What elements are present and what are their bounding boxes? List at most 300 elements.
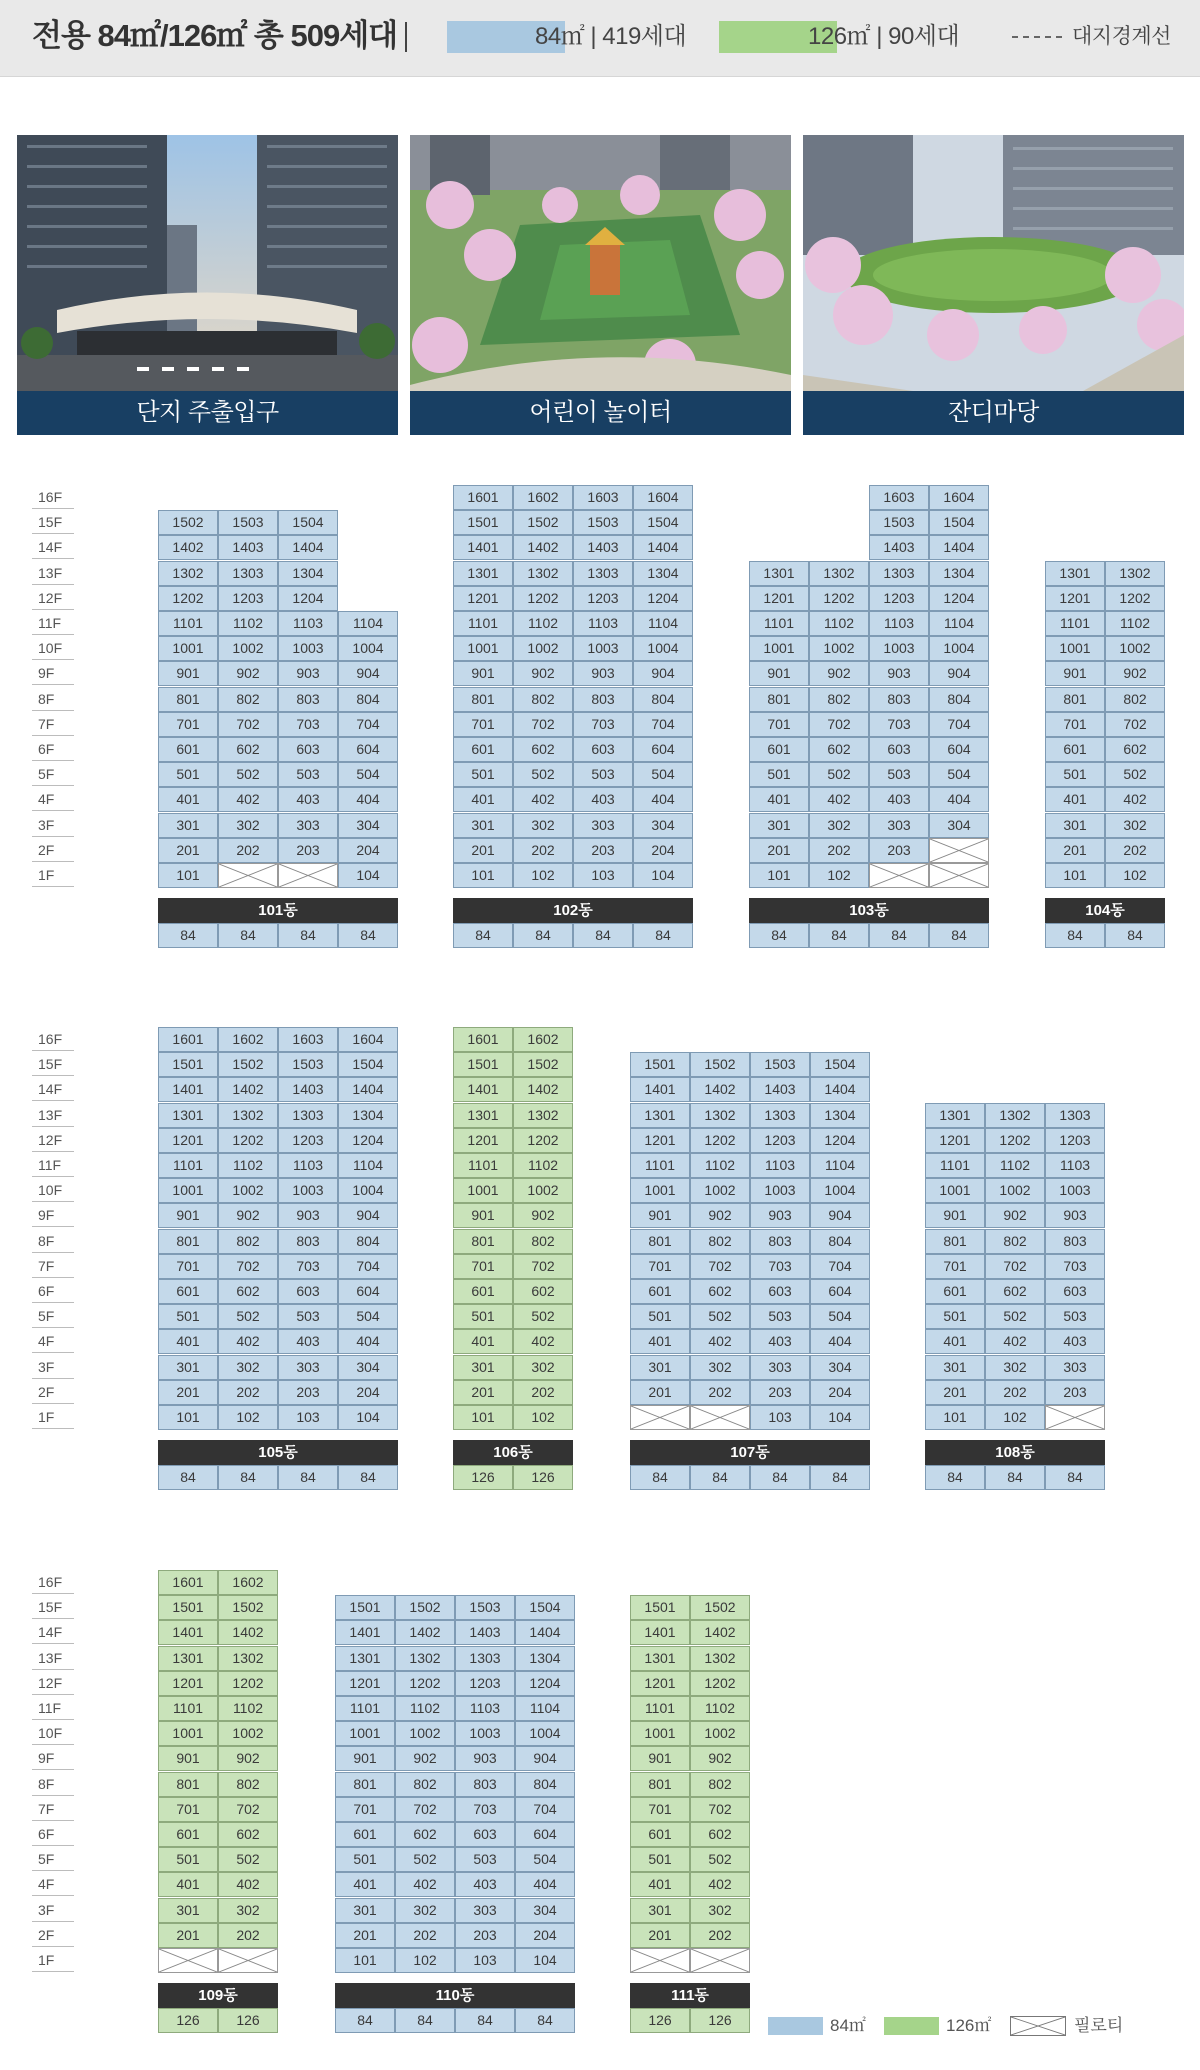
unit-cell[interactable]: 1102 [690,1696,750,1721]
unit-cell[interactable]: 604 [810,1279,870,1304]
unit-cell[interactable]: 201 [158,838,218,863]
unit-cell[interactable]: 1202 [218,1671,278,1696]
unit-cell[interactable]: 202 [395,1923,455,1948]
unit-cell[interactable]: 303 [869,813,929,838]
unit-cell[interactable]: 804 [338,1229,398,1254]
building-name-label[interactable]: 110동 [335,1983,575,2008]
unit-cell[interactable]: 803 [278,687,338,712]
unit-cell[interactable]: 1001 [453,1178,513,1203]
unit-cell[interactable]: 404 [515,1872,575,1897]
unit-cell[interactable]: 901 [630,1746,690,1771]
unit-cell[interactable]: 402 [395,1872,455,1897]
unit-cell[interactable]: 1504 [338,1052,398,1077]
unit-cell[interactable]: 1001 [335,1721,395,1746]
unit-cell[interactable]: 1304 [515,1646,575,1671]
unit-cell[interactable]: 704 [633,712,693,737]
unit-cell[interactable]: 1501 [158,1052,218,1077]
unit-cell[interactable]: 401 [158,1872,218,1897]
unit-cell[interactable]: 602 [513,737,573,762]
unit-cell[interactable]: 1401 [630,1077,690,1102]
unit-cell[interactable]: 501 [158,1847,218,1872]
unit-cell[interactable]: 1003 [869,636,929,661]
unit-cell[interactable]: 1302 [513,1103,573,1128]
unit-cell[interactable]: 502 [513,762,573,787]
unit-cell[interactable]: 304 [338,1355,398,1380]
unit-cell[interactable]: 1303 [278,1103,338,1128]
unit-cell[interactable]: 1001 [749,636,809,661]
unit-cell[interactable]: 202 [218,838,278,863]
unit-cell[interactable]: 1102 [690,1153,750,1178]
unit-cell[interactable]: 1501 [335,1595,395,1620]
unit-cell[interactable]: 1104 [515,1696,575,1721]
unit-cell[interactable]: 902 [985,1203,1045,1228]
unit-cell[interactable]: 501 [158,762,218,787]
unit-cell[interactable]: 203 [455,1923,515,1948]
unit-cell[interactable]: 902 [513,1203,573,1228]
unit-cell[interactable]: 204 [633,838,693,863]
unit-cell[interactable]: 1201 [749,586,809,611]
unit-cell[interactable]: 1103 [750,1153,810,1178]
unit-cell[interactable]: 302 [395,1898,455,1923]
unit-cell[interactable]: 403 [573,787,633,812]
unit-cell[interactable]: 203 [869,838,929,863]
unit-cell[interactable]: 802 [1105,687,1165,712]
unit-cell[interactable]: 1504 [929,510,989,535]
unit-cell[interactable]: 101 [158,863,218,888]
unit-cell[interactable]: 101 [453,1405,513,1430]
unit-cell[interactable]: 301 [453,1355,513,1380]
unit-cell[interactable]: 401 [749,787,809,812]
unit-cell[interactable]: 801 [749,687,809,712]
unit-cell[interactable]: 1301 [158,1646,218,1671]
unit-cell[interactable]: 601 [453,737,513,762]
unit-cell[interactable]: 1004 [515,1721,575,1746]
unit-cell[interactable]: 603 [750,1279,810,1304]
unit-cell[interactable]: 202 [1105,838,1165,863]
unit-cell[interactable]: 701 [749,712,809,737]
unit-cell[interactable]: 302 [218,1355,278,1380]
unit-cell[interactable]: 401 [158,1329,218,1354]
unit-cell[interactable]: 303 [278,813,338,838]
unit-cell[interactable]: 1102 [218,1696,278,1721]
unit-cell[interactable]: 1401 [453,535,513,560]
unit-cell[interactable]: 1004 [929,636,989,661]
unit-cell[interactable]: 1202 [513,586,573,611]
unit-cell[interactable]: 1204 [929,586,989,611]
unit-cell[interactable]: 301 [453,813,513,838]
unit-cell[interactable]: 602 [395,1822,455,1847]
unit-cell[interactable]: 804 [810,1229,870,1254]
unit-cell[interactable]: 1204 [633,586,693,611]
unit-cell[interactable]: 301 [158,1355,218,1380]
unit-cell[interactable]: 1101 [1045,611,1105,636]
unit-cell[interactable]: 803 [278,1229,338,1254]
unit-cell[interactable]: 801 [158,1229,218,1254]
unit-cell[interactable]: 703 [573,712,633,737]
unit-cell[interactable]: 101 [925,1405,985,1430]
unit-cell[interactable]: 1202 [985,1128,1045,1153]
building-name-label[interactable]: 111동 [630,1983,750,2008]
unit-cell[interactable]: 703 [1045,1254,1105,1279]
unit-cell[interactable]: 1303 [1045,1103,1105,1128]
unit-cell[interactable]: 604 [338,1279,398,1304]
unit-cell[interactable]: 701 [630,1797,690,1822]
unit-cell[interactable]: 501 [749,762,809,787]
unit-cell[interactable]: 102 [513,1405,573,1430]
unit-cell[interactable]: 1203 [1045,1128,1105,1153]
unit-cell[interactable]: 1204 [515,1671,575,1696]
unit-cell[interactable]: 403 [750,1329,810,1354]
unit-cell[interactable]: 1103 [1045,1153,1105,1178]
unit-cell[interactable]: 103 [455,1948,515,1973]
unit-cell[interactable]: 1404 [633,535,693,560]
unit-cell[interactable]: 201 [453,1380,513,1405]
unit-cell[interactable]: 702 [690,1254,750,1279]
unit-cell[interactable]: 1201 [335,1671,395,1696]
unit-cell[interactable]: 1004 [633,636,693,661]
unit-cell[interactable]: 1502 [690,1052,750,1077]
unit-cell[interactable]: 1201 [158,1128,218,1153]
photo-playground[interactable] [410,135,791,435]
unit-cell[interactable]: 502 [395,1847,455,1872]
unit-cell[interactable]: 104 [810,1405,870,1430]
unit-cell[interactable]: 1601 [158,1027,218,1052]
unit-cell[interactable]: 802 [218,1772,278,1797]
unit-cell[interactable]: 803 [750,1229,810,1254]
unit-cell[interactable]: 903 [455,1746,515,1771]
unit-cell[interactable]: 901 [453,1203,513,1228]
unit-cell[interactable]: 1402 [690,1077,750,1102]
unit-cell[interactable]: 601 [335,1822,395,1847]
unit-cell[interactable]: 1002 [218,1178,278,1203]
unit-cell[interactable]: 1101 [630,1696,690,1721]
unit-cell[interactable]: 1602 [513,485,573,510]
unit-cell[interactable]: 704 [810,1254,870,1279]
unit-cell[interactable]: 503 [278,762,338,787]
unit-cell[interactable]: 902 [690,1746,750,1771]
unit-cell[interactable]: 1404 [929,535,989,560]
unit-cell[interactable]: 404 [810,1329,870,1354]
unit-cell[interactable]: 1303 [750,1103,810,1128]
unit-cell[interactable]: 1101 [453,611,513,636]
unit-cell[interactable]: 902 [218,1203,278,1228]
unit-cell[interactable]: 602 [690,1822,750,1847]
unit-cell[interactable]: 202 [218,1923,278,1948]
unit-cell[interactable]: 404 [929,787,989,812]
unit-cell[interactable]: 1002 [513,636,573,661]
unit-cell[interactable]: 304 [633,813,693,838]
unit-cell[interactable]: 1302 [218,1646,278,1671]
photo-main-entrance[interactable] [17,135,398,435]
unit-cell[interactable]: 604 [929,737,989,762]
unit-cell[interactable]: 503 [573,762,633,787]
unit-cell[interactable]: 1001 [925,1178,985,1203]
unit-cell[interactable]: 1202 [158,586,218,611]
unit-cell[interactable]: 501 [1045,762,1105,787]
unit-cell[interactable]: 604 [633,737,693,762]
unit-cell[interactable]: 1203 [869,586,929,611]
unit-cell[interactable]: 1502 [395,1595,455,1620]
unit-cell[interactable]: 503 [869,762,929,787]
unit-cell[interactable]: 1601 [158,1570,218,1595]
unit-cell[interactable]: 703 [455,1797,515,1822]
unit-cell[interactable]: 1201 [1045,586,1105,611]
unit-cell[interactable]: 1504 [633,510,693,535]
unit-cell[interactable]: 302 [218,1898,278,1923]
unit-cell[interactable]: 1101 [158,1696,218,1721]
unit-cell[interactable]: 1202 [690,1128,750,1153]
unit-cell[interactable]: 1403 [750,1077,810,1102]
unit-cell[interactable]: 1003 [1045,1178,1105,1203]
unit-cell[interactable]: 702 [218,1254,278,1279]
unit-cell[interactable]: 601 [1045,737,1105,762]
unit-cell[interactable]: 302 [513,813,573,838]
unit-cell[interactable]: 1502 [158,510,218,535]
building-name-label[interactable]: 108동 [925,1440,1105,1465]
building-name-label[interactable]: 109동 [158,1983,278,2008]
unit-cell[interactable]: 901 [158,1203,218,1228]
unit-cell[interactable]: 204 [338,838,398,863]
unit-cell[interactable]: 301 [335,1898,395,1923]
unit-cell[interactable]: 201 [158,1923,218,1948]
unit-cell[interactable]: 402 [809,787,869,812]
unit-cell[interactable]: 101 [158,1405,218,1430]
unit-cell[interactable]: 1503 [278,1052,338,1077]
unit-cell[interactable]: 1604 [633,485,693,510]
unit-cell[interactable]: 603 [278,1279,338,1304]
unit-cell[interactable]: 501 [453,1304,513,1329]
unit-cell[interactable]: 1501 [630,1595,690,1620]
unit-cell[interactable]: 503 [750,1304,810,1329]
unit-cell[interactable]: 202 [513,1380,573,1405]
unit-cell[interactable]: 301 [1045,813,1105,838]
unit-cell[interactable]: 502 [218,1304,278,1329]
unit-cell[interactable]: 703 [869,712,929,737]
unit-cell[interactable]: 402 [218,787,278,812]
unit-cell[interactable]: 102 [1105,863,1165,888]
unit-cell[interactable]: 601 [158,1822,218,1847]
unit-cell[interactable]: 801 [630,1772,690,1797]
unit-cell[interactable]: 1501 [158,1595,218,1620]
unit-cell[interactable]: 401 [453,1329,513,1354]
unit-cell[interactable]: 201 [453,838,513,863]
unit-cell[interactable]: 1603 [869,485,929,510]
unit-cell[interactable]: 902 [513,661,573,686]
unit-cell[interactable]: 1002 [809,636,869,661]
unit-cell[interactable]: 303 [750,1355,810,1380]
unit-cell[interactable]: 704 [338,1254,398,1279]
unit-cell[interactable]: 801 [158,1772,218,1797]
unit-cell[interactable]: 1302 [218,1103,278,1128]
unit-cell[interactable]: 1101 [335,1696,395,1721]
unit-cell[interactable]: 701 [925,1254,985,1279]
unit-cell[interactable]: 804 [633,687,693,712]
unit-cell[interactable]: 1302 [690,1646,750,1671]
unit-cell[interactable]: 103 [573,863,633,888]
unit-cell[interactable]: 801 [1045,687,1105,712]
unit-cell[interactable]: 1202 [513,1128,573,1153]
unit-cell[interactable]: 1302 [690,1103,750,1128]
unit-cell[interactable]: 1101 [453,1153,513,1178]
unit-cell[interactable]: 1201 [453,1128,513,1153]
unit-cell[interactable]: 1103 [869,611,929,636]
building-name-label[interactable]: 103동 [749,898,989,923]
unit-cell[interactable]: 1204 [810,1128,870,1153]
unit-cell[interactable]: 601 [925,1279,985,1304]
unit-cell[interactable]: 1602 [218,1027,278,1052]
unit-cell[interactable]: 601 [749,737,809,762]
unit-cell[interactable]: 1101 [925,1153,985,1178]
unit-cell[interactable]: 304 [929,813,989,838]
unit-cell[interactable]: 101 [749,863,809,888]
unit-cell[interactable]: 1203 [218,586,278,611]
unit-cell[interactable]: 701 [630,1254,690,1279]
unit-cell[interactable]: 1303 [218,561,278,586]
unit-cell[interactable]: 1501 [453,510,513,535]
unit-cell[interactable]: 404 [633,787,693,812]
unit-cell[interactable]: 1404 [278,535,338,560]
unit-cell[interactable]: 201 [1045,838,1105,863]
unit-cell[interactable]: 703 [278,1254,338,1279]
unit-cell[interactable]: 403 [278,787,338,812]
unit-cell[interactable]: 1201 [630,1671,690,1696]
unit-cell[interactable]: 1401 [158,1077,218,1102]
unit-cell[interactable]: 901 [749,661,809,686]
unit-cell[interactable]: 1301 [335,1646,395,1671]
unit-cell[interactable]: 903 [750,1203,810,1228]
unit-cell[interactable]: 802 [985,1229,1045,1254]
unit-cell[interactable]: 1002 [690,1721,750,1746]
unit-cell[interactable]: 401 [925,1329,985,1354]
unit-cell[interactable]: 402 [985,1329,1045,1354]
unit-cell[interactable]: 804 [338,687,398,712]
unit-cell[interactable]: 1403 [455,1620,515,1645]
unit-cell[interactable]: 203 [278,1380,338,1405]
unit-cell[interactable]: 101 [335,1948,395,1973]
unit-cell[interactable]: 303 [573,813,633,838]
unit-cell[interactable]: 1104 [338,611,398,636]
unit-cell[interactable]: 1304 [929,561,989,586]
unit-cell[interactable]: 803 [573,687,633,712]
unit-cell[interactable]: 802 [809,687,869,712]
unit-cell[interactable]: 701 [158,1797,218,1822]
unit-cell[interactable]: 702 [218,712,278,737]
building-name-label[interactable]: 106동 [453,1440,573,1465]
unit-cell[interactable]: 1301 [630,1646,690,1671]
unit-cell[interactable]: 602 [218,1822,278,1847]
unit-cell[interactable]: 504 [633,762,693,787]
unit-cell[interactable]: 702 [218,1797,278,1822]
unit-cell[interactable]: 904 [338,1203,398,1228]
unit-cell[interactable]: 802 [690,1229,750,1254]
unit-cell[interactable]: 1001 [1045,636,1105,661]
unit-cell[interactable]: 802 [513,1229,573,1254]
unit-cell[interactable]: 904 [338,661,398,686]
unit-cell[interactable]: 702 [395,1797,455,1822]
unit-cell[interactable]: 1603 [573,485,633,510]
unit-cell[interactable]: 1304 [338,1103,398,1128]
unit-cell[interactable]: 1001 [630,1721,690,1746]
unit-cell[interactable]: 404 [338,787,398,812]
unit-cell[interactable]: 802 [218,1229,278,1254]
unit-cell[interactable]: 1001 [158,636,218,661]
unit-cell[interactable]: 504 [929,762,989,787]
unit-cell[interactable]: 301 [158,813,218,838]
unit-cell[interactable]: 1603 [278,1027,338,1052]
unit-cell[interactable]: 501 [630,1847,690,1872]
unit-cell[interactable]: 1403 [573,535,633,560]
unit-cell[interactable]: 301 [158,1898,218,1923]
unit-cell[interactable]: 1104 [810,1153,870,1178]
unit-cell[interactable]: 1504 [810,1052,870,1077]
unit-cell[interactable]: 1302 [1105,561,1165,586]
unit-cell[interactable]: 303 [278,1355,338,1380]
unit-cell[interactable]: 401 [335,1872,395,1897]
unit-cell[interactable]: 403 [1045,1329,1105,1354]
unit-cell[interactable]: 603 [869,737,929,762]
unit-cell[interactable]: 1002 [395,1721,455,1746]
unit-cell[interactable]: 901 [158,1746,218,1771]
unit-cell[interactable]: 904 [929,661,989,686]
unit-cell[interactable]: 402 [690,1872,750,1897]
unit-cell[interactable]: 603 [455,1822,515,1847]
unit-cell[interactable]: 502 [985,1304,1045,1329]
unit-cell[interactable]: 1504 [515,1595,575,1620]
unit-cell[interactable]: 702 [690,1797,750,1822]
unit-cell[interactable]: 1202 [218,1128,278,1153]
unit-cell[interactable]: 1602 [513,1027,573,1052]
unit-cell[interactable]: 1102 [218,611,278,636]
unit-cell[interactable]: 502 [809,762,869,787]
unit-cell[interactable]: 902 [395,1746,455,1771]
unit-cell[interactable]: 1302 [985,1103,1045,1128]
unit-cell[interactable]: 1601 [453,485,513,510]
unit-cell[interactable]: 1502 [218,1052,278,1077]
unit-cell[interactable]: 1402 [513,535,573,560]
unit-cell[interactable]: 201 [925,1380,985,1405]
unit-cell[interactable]: 701 [158,712,218,737]
unit-cell[interactable]: 902 [1105,661,1165,686]
photo-lawn-yard[interactable] [803,135,1184,435]
unit-cell[interactable]: 201 [630,1923,690,1948]
unit-cell[interactable]: 701 [158,1254,218,1279]
unit-cell[interactable]: 104 [338,863,398,888]
unit-cell[interactable]: 601 [630,1822,690,1847]
unit-cell[interactable]: 902 [218,1746,278,1771]
unit-cell[interactable]: 804 [515,1772,575,1797]
unit-cell[interactable]: 602 [218,737,278,762]
building-name-label[interactable]: 107동 [630,1440,870,1465]
unit-cell[interactable]: 702 [513,1254,573,1279]
unit-cell[interactable]: 502 [218,1847,278,1872]
unit-cell[interactable]: 202 [690,1923,750,1948]
unit-cell[interactable]: 1002 [218,636,278,661]
unit-cell[interactable]: 503 [455,1847,515,1872]
unit-cell[interactable]: 1404 [515,1620,575,1645]
unit-cell[interactable]: 1101 [158,1153,218,1178]
unit-cell[interactable]: 1402 [218,1077,278,1102]
unit-cell[interactable]: 503 [1045,1304,1105,1329]
unit-cell[interactable]: 501 [158,1304,218,1329]
unit-cell[interactable]: 1103 [278,611,338,636]
unit-cell[interactable]: 204 [515,1923,575,1948]
unit-cell[interactable]: 202 [513,838,573,863]
unit-cell[interactable]: 602 [513,1279,573,1304]
unit-cell[interactable]: 1203 [573,586,633,611]
unit-cell[interactable]: 1301 [749,561,809,586]
unit-cell[interactable]: 402 [218,1872,278,1897]
unit-cell[interactable]: 801 [925,1229,985,1254]
